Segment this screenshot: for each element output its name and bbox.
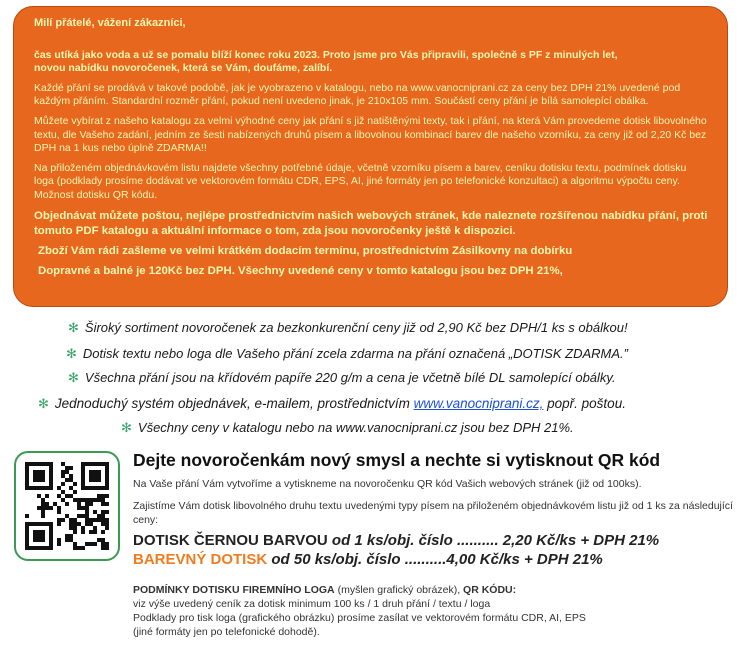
snowflake-icon: ✻: [68, 320, 79, 335]
conditions-line-2: Podklady pro tisk loga (grafického obrázku) prosíme zasílat ve vektorovém formátu CDR, AI, EPS: [133, 612, 586, 624]
intro-p1-line2: novou nabídku novoročenek, která se Vám, doufáme, zalíbí.: [34, 62, 333, 75]
bullet-text: Všechna přání jsou na křídovém papíře 220 g/m a cena je včetně bílé DL samolepící obálky.: [84, 370, 616, 385]
snowflake-icon: ✻: [66, 346, 77, 361]
intro-paragraph-2: Každé přání se prodává v takové podobě, jak je vyobrazeno v katalogu, nebo na www.vanocniprani.cz za ceny bez DPH 21% uvedené pod každým přáním. Standardní rozměr přání, pokud není uvedeno jinak, je 210x105 mm. Součástí ceny přání je bílá samolepící obálka.: [34, 81, 681, 108]
bullet-item: [68, 320, 628, 336]
snowflake-icon: ✻: [68, 370, 79, 385]
bullet-item: [38, 396, 626, 412]
intro-paragraph-7: Dopravné a balné je 120Kč bez DPH. Všechny uvedené ceny v tomto katalogu jsou bez DPH 21%,: [38, 264, 563, 277]
print-paragraph: Zajistíme Vám dotisk libovolného druhu textu uvedenými typy písem na přiloženém objednávkovém listu již od 1 ks za následující ceny:: [133, 500, 733, 526]
intro-paragraph-5: Objednávat můžete poštou, nejlépe prostřednictvím našich webových stránek, kde naleznete rozšířenou nabídku přání, proti tomuto PDF katalogu a aktuální informace o tom, zda jsou novoročenky ještě k dispozici.: [34, 209, 708, 237]
qr-code-icon: [25, 462, 109, 550]
snowflake-icon: ✻: [38, 396, 49, 411]
price-black-value: od 1 ks/obj. číslo .......... 2,20 Kč/ks + DPH 21%: [331, 532, 660, 549]
conditions-note: (myšlen grafický obrázek),: [334, 584, 464, 596]
bullet-item: [68, 370, 616, 386]
bullet-item: [66, 346, 628, 362]
qr-section: [133, 449, 738, 639]
conditions-title: PODMÍNKY DOTISKU FIREMNÍHO LOGA: [133, 584, 335, 596]
intro-paragraph-4: Na přiloženém objednávkovém listu najdete všechny potřebné údaje, včetně vzorníku písem a barev, ceníku dotisku textu, podmínek dotisku loga (podklady prosíme dodávat ve vektorovém formátu CDR, EPS, AI, jiné formáty jen po telefonické konzultaci) a algoritmu výpočtu ceny. Možnost dotisku QR kódu.: [34, 161, 687, 201]
greeting: Milí přátelé, vážení zákazníci,: [34, 17, 186, 29]
conditions-qr: QR KÓDU:: [463, 584, 517, 596]
price-color-label: BAREVNÝ DOTISK: [133, 551, 268, 568]
bullet-text-suffix: popř. poštou.: [543, 396, 626, 411]
price-color-value: od 50 ks/obj. číslo ..........4,00 Kč/ks + DPH 21%: [271, 551, 603, 568]
intro-paragraph-3: Můžete vybírat z našeho katalogu za velmi výhodné ceny jak přání s již natištěnými texty, tak i přání, na která Vám provedeme dotisk libovolného textu, dle Vašeho zadání, jedním ze šesti nabízených druhů písem a libovolnou kombinací barev dle našeho vzorníku, za ceny již od 2,20 Kč bez DPH na 1 kus nebo úplně ZDARMA!!: [34, 114, 707, 155]
intro-paragraph-1: [34, 49, 709, 76]
conditions-line-1: viz výše uvedený ceník za dotisk minimum 100 ks / 1 druh přání / textu / loga: [133, 598, 491, 610]
qr-code-frame: [14, 451, 120, 561]
intro-paragraph-6: Zboží Vám rádi zašleme ve velmi krátkém dodacím termínu, prostřednictvím Zásilkovny na dobírku: [38, 244, 573, 257]
logo-conditions: [133, 583, 738, 639]
price-black: [133, 531, 738, 550]
price-black-label: DOTISK ČERNOU BARVOU: [133, 532, 328, 549]
price-color: [133, 550, 738, 569]
bullet-text: Dotisk textu nebo loga dle Vašeho přání zcela zdarma na přání označená „DOTISK ZDARMA.”: [82, 346, 628, 361]
intro-p1-line1: čas utíká jako voda a už se pomalu blíží konec roku 2023. Proto jsme pro Vás připravili, společně s PF z minulých let,: [34, 48, 618, 61]
bullet-text: Všechny ceny v katalogu nebo na www.vanocniprani.cz jsou bez DPH 21%.: [137, 420, 574, 435]
conditions-line-3: (jiné formáty jen po telefonické dohodě).: [133, 626, 320, 638]
snowflake-icon: ✻: [121, 420, 132, 435]
qr-subtext: Na Vaše přání Vám vytvoříme a vytiskneme na novoročenku QR kód Vašich webových stránek (již od 100ks).: [133, 478, 642, 490]
bullet-item: [121, 420, 574, 436]
website-link[interactable]: www.vanocniprani.cz,: [413, 396, 544, 411]
qr-headline: Dejte novoročenkám nový smysl a nechte si vytisknout QR kód: [133, 450, 661, 470]
bullet-text: Široký sortiment novoročenek za bezkonkurenční ceny již od 2,90 Kč bez DPH/1 ks s obálkou!: [84, 320, 628, 335]
bullet-text: Jednoduchý systém objednávek, e-mailem, prostřednictvím: [54, 396, 414, 411]
intro-box: [13, 6, 728, 307]
